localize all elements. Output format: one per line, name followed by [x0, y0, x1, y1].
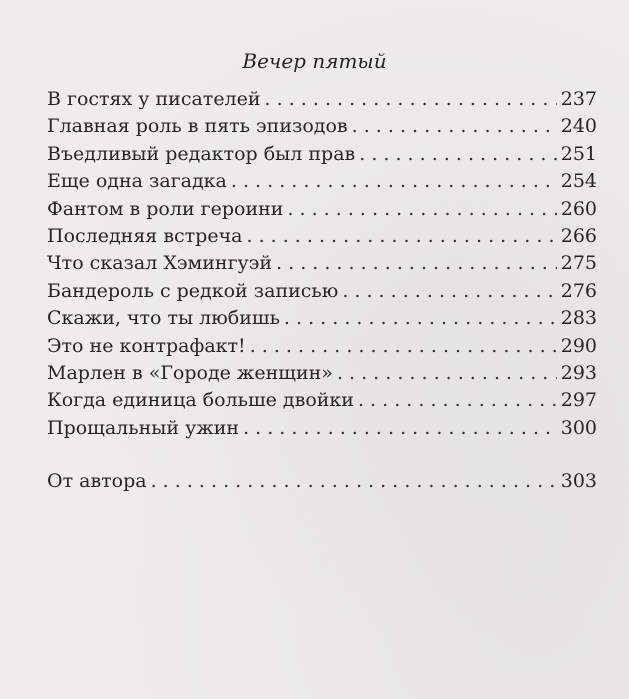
toc-entry	[47, 196, 597, 223]
toc-entry	[47, 305, 597, 332]
table-of-contents	[47, 86, 597, 495]
toc-entry-page: 237	[560, 88, 597, 110]
toc-entry	[47, 360, 597, 387]
toc-entry	[47, 86, 597, 113]
dot-leader	[265, 86, 557, 113]
toc-entry-page: 275	[560, 252, 597, 275]
toc-entry-page: 293	[560, 361, 597, 384]
toc-entry-title: От автора	[47, 470, 147, 493]
toc-entry-page: 290	[560, 334, 597, 357]
toc-entry-title: Это не контрафакт!	[47, 334, 246, 357]
toc-entry-page: 260	[560, 197, 597, 220]
toc-entry	[47, 113, 597, 140]
toc-entry-page: 266	[560, 224, 597, 247]
dot-leader	[151, 468, 557, 495]
toc-entry-title: Последняя встреча	[47, 224, 243, 247]
toc-entry	[47, 250, 597, 277]
toc-entry	[47, 415, 597, 442]
dot-leader	[342, 278, 556, 305]
toc-entry-page: 276	[560, 279, 597, 302]
dot-leader	[231, 168, 557, 195]
toc-entry-page: 297	[560, 389, 597, 412]
toc-entry-title: Марлен в «Городе женщин»	[47, 361, 333, 384]
toc-entry	[47, 141, 597, 168]
toc-entry	[47, 387, 597, 414]
dot-leader	[243, 415, 557, 442]
toc-entry	[47, 223, 597, 250]
toc-entry-page: 240	[560, 115, 597, 138]
toc-entry-page: 251	[560, 142, 597, 165]
toc-entry-title: Что сказал Хэмингуэй	[47, 252, 273, 275]
toc-entry-title: Скажи, что ты любишь	[47, 307, 280, 330]
dot-leader	[358, 387, 557, 414]
toc-entry-page: 254	[560, 170, 597, 193]
toc-entry-title: Фантом в роли героини	[47, 197, 284, 220]
dot-leader	[337, 360, 557, 387]
toc-entry-title: Прощальный ужин	[47, 416, 240, 439]
toc-entry-title: В гостях у писателей	[47, 88, 261, 110]
dot-leader	[287, 196, 556, 223]
toc-entry-title: Еще одна загадка	[47, 170, 227, 193]
toc-entry-author-note	[47, 468, 597, 495]
toc-entry-page: 283	[560, 307, 597, 330]
section-title: Вечер пятый	[242, 49, 387, 73]
toc-entry-title: Бандероль с редкой записью	[47, 279, 339, 302]
dot-leader	[352, 113, 557, 140]
dot-leader	[284, 305, 557, 332]
toc-entry-title: Въедливый редактор был прав	[47, 142, 356, 165]
dot-leader	[359, 141, 557, 168]
toc-entry-page: 303	[560, 470, 597, 493]
dot-leader	[246, 223, 556, 250]
dot-leader	[276, 250, 557, 277]
toc-entry-page: 300	[560, 416, 597, 439]
toc-entry	[47, 168, 597, 195]
toc-entry-title: Когда единица больше двойки	[47, 389, 354, 412]
dot-leader	[250, 333, 557, 360]
toc-entry	[47, 278, 597, 305]
toc-entry-title: Главная роль в пять эпизодов	[47, 115, 348, 138]
toc-entry	[47, 333, 597, 360]
